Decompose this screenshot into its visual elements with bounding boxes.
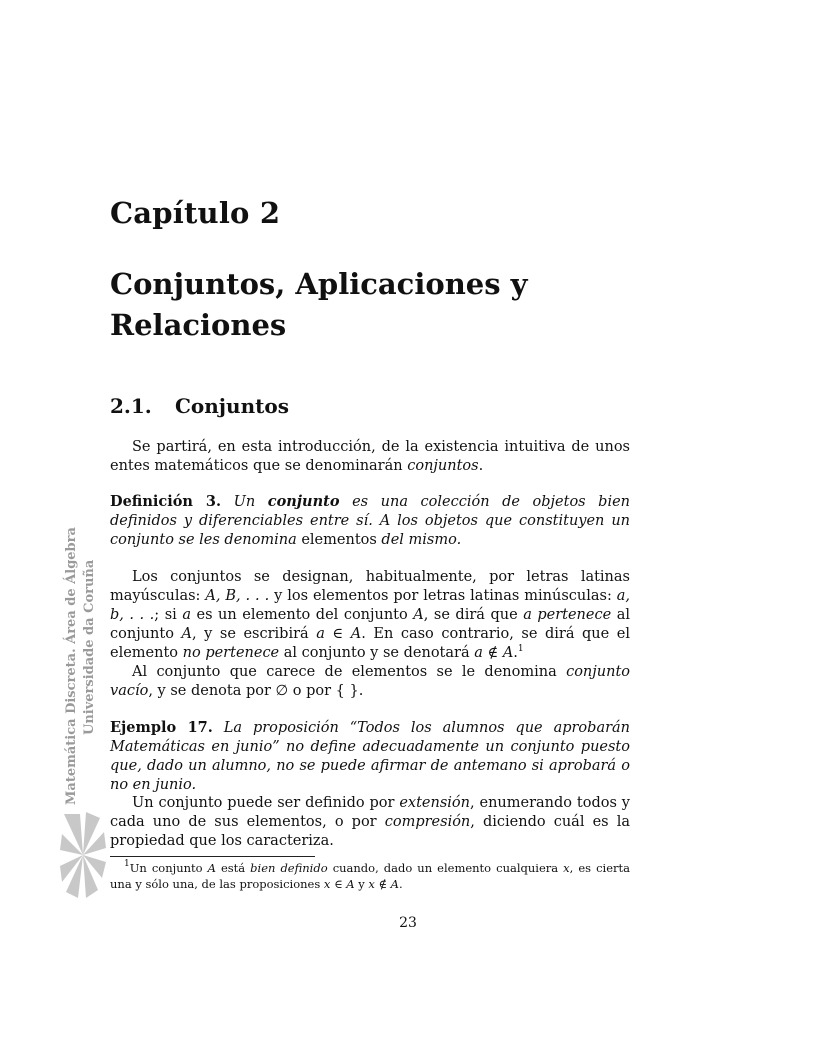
term-compresion: compresión [384, 814, 471, 830]
para1-text: . [513, 645, 518, 661]
example-label: Ejemplo 17. [110, 719, 213, 736]
math-a: a [182, 607, 191, 623]
example-text: La proposición “Todos los alumnos que aprobarán Matemáticas en junio” no define adecuadamente un conjunto puesto que, dado un alumno, no se puede afirmar de antemano si aprobará o no en junio. [110, 720, 631, 793]
math-x: x [563, 861, 570, 875]
math-a-in-A: a ∈ A [316, 626, 362, 642]
math-x-notin-A: x ∉ A [368, 877, 399, 891]
definition-text-1: Un [233, 494, 256, 510]
math-a-notin-A: a ∉ A [474, 645, 514, 661]
university-logo-icon [58, 808, 108, 902]
chapter-label: Capítulo 2 [110, 196, 281, 230]
side-watermark [56, 527, 316, 810]
term-extension: extensión [399, 795, 470, 811]
definition-text-2: es una colección de objetos bien definidos y diferenciables entre sí. A los objetos que constituyen un conjunto se les denomina [110, 494, 631, 548]
para1-text: , se dirá que [423, 607, 524, 623]
definition-text-3: del mismo. [381, 532, 462, 548]
term-pertenece: a pertenece [523, 607, 612, 623]
intro-end: . [478, 458, 484, 474]
definition-term: conjunto [267, 493, 340, 510]
footnote-text: . [398, 877, 403, 891]
term-no-pertenece: no pertenece [182, 645, 280, 661]
para3-text: , diciendo cuál es la propiedad que los caracteriza. [110, 814, 630, 849]
para2-text: Al conjunto que carece de elementos se le denomina [132, 664, 567, 680]
term-conjunto-vacio: conjunto vacío [110, 664, 630, 699]
math-A: A [413, 607, 424, 623]
math-x-in-A: x ∈ A [323, 877, 355, 891]
math-A: A [181, 626, 192, 642]
definition-term-2: elementos [301, 532, 377, 548]
para1-text: al conjunto [110, 607, 630, 642]
chapter-title-line-2: Relaciones [110, 308, 287, 342]
footnote-text: , es cierta una y sólo una, de las proposiciones [110, 861, 630, 891]
math-upper-letters: A, B, . . . [205, 588, 270, 604]
page-number: 23 [399, 915, 417, 931]
para1-text: es un elemento del conjunto [190, 607, 414, 623]
intro-term: conjuntos [407, 458, 479, 474]
section-title: Conjuntos [175, 394, 289, 418]
side-line-1: Matemática Discreta. Área de Álgebra [64, 527, 79, 805]
footnote-reference: 1 [517, 644, 524, 654]
footnote-text: está [215, 861, 251, 875]
chapter-title-line-1: Conjuntos, Aplicaciones y [110, 267, 528, 301]
footnote-text: Un conjunto [129, 861, 208, 875]
para3-text: Un conjunto puede ser definido por [132, 795, 400, 811]
footnote-rule [110, 856, 315, 857]
para1-text: al conjunto y se denotará [279, 645, 475, 661]
para1-text: . En caso contrario, se dirá que el elemento [110, 626, 631, 661]
definition-block [110, 492, 630, 550]
para1-text: ; si [154, 607, 183, 623]
definition-label: Definición 3. [110, 493, 222, 510]
para2-text: , y se denota por ∅ o por { }. [148, 683, 364, 699]
para3-text: , enumerando todos y cada uno de sus elementos, o por [110, 795, 630, 830]
para1-text: Los conjuntos se designan, habitualmente, por letras latinas mayúsculas: [110, 569, 630, 604]
side-line-2: Universidade da Coruña [82, 559, 97, 735]
footnote-text: cuando, dado un elemento cualquiera [327, 861, 564, 875]
footnote [110, 860, 630, 892]
math-lower-letters: a, b, . . . [110, 588, 631, 623]
intro-text: Se partirá, en esta introducción, de la existencia intuitiva de unos entes matemáticos que se denominarán [110, 439, 630, 474]
section-number: 2.1. [110, 394, 152, 418]
section-heading [110, 394, 289, 418]
chapter-title [110, 264, 670, 346]
math-A: A [207, 861, 216, 875]
para1-text: y los elementos por letras latinas minúsculas: [269, 588, 617, 604]
term-bien-definido: bien definido [250, 861, 328, 875]
footnote-mark: 1 [124, 859, 130, 869]
intro-paragraph [110, 438, 630, 476]
para1-text: , y se escribirá [191, 626, 317, 642]
footnote-text: y [354, 877, 369, 891]
